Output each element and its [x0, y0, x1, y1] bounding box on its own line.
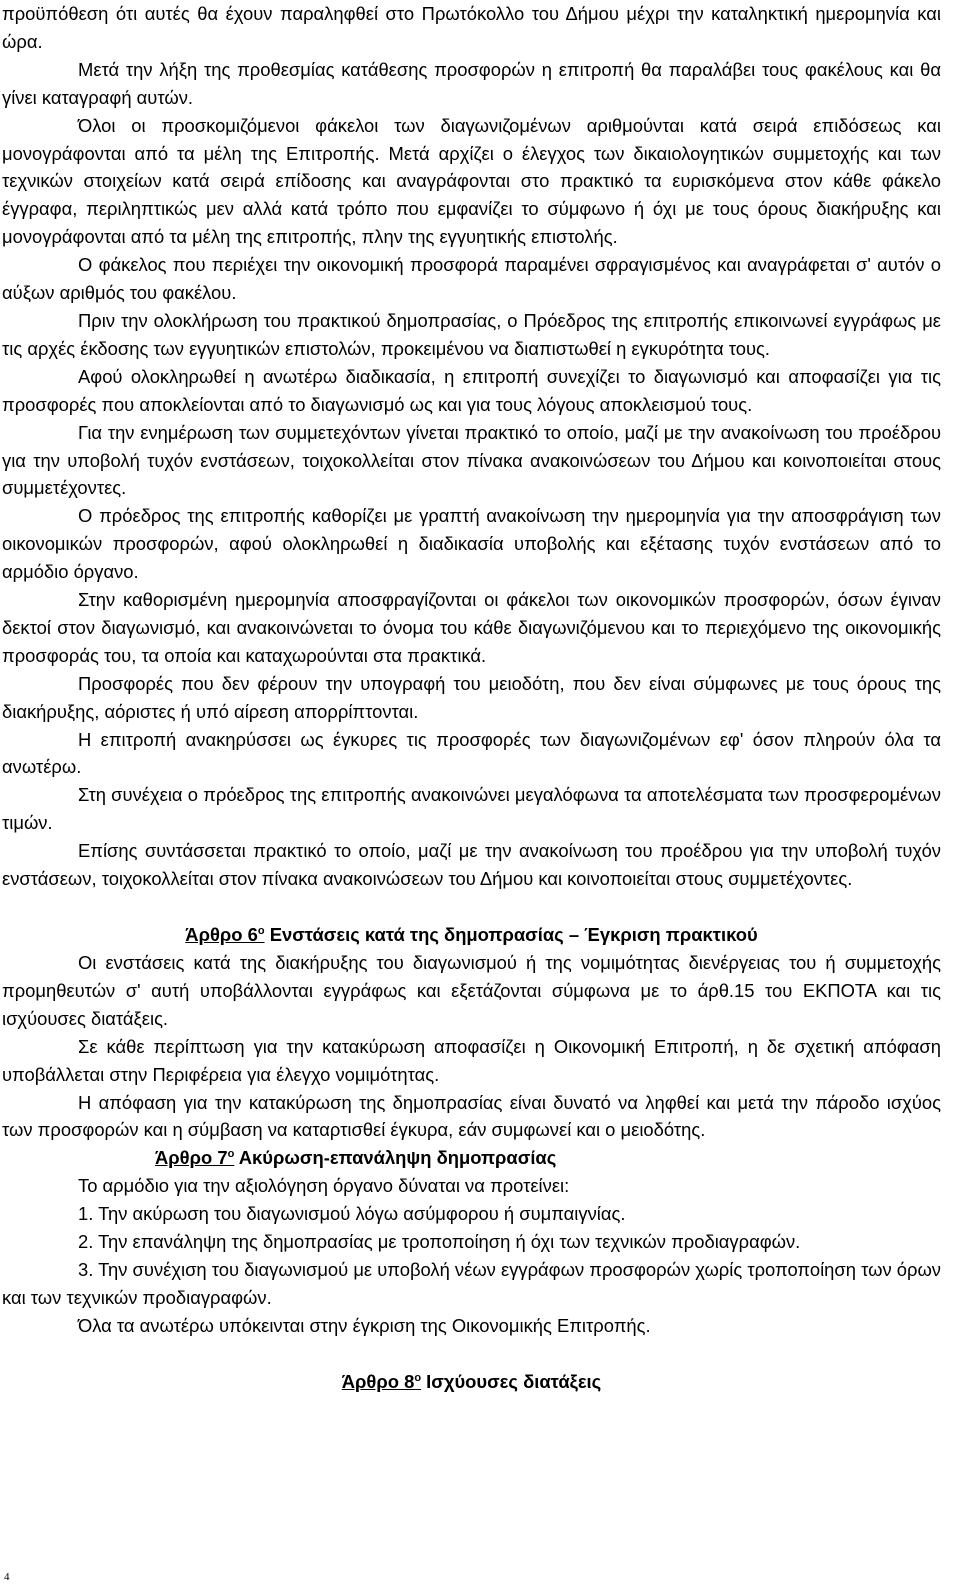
- article-7-title: Ακύρωση-επανάληψη δημοπρασίας: [234, 1147, 557, 1169]
- spacer: [2, 1340, 941, 1368]
- paragraph: Ο πρόεδρος της επιτροπής καθορίζει με γραπτή ανακοίνωση την ημερομηνία για την αποσφράγιση των οικονομικών προσφορών, αφού ολοκληρωθεί η διαδικασία υποβολής και εξέτασης τυχόν ενστάσεων από το αρμόδιο όργανο.: [2, 505, 941, 583]
- paragraph: Η απόφαση για την κατακύρωση της δημοπρασίας είναι δυνατό να ληφθεί και μετά την πάροδο ισχύος των προσφορών και η σύμβαση να καταρτισθεί έγκυρα, εάν συμφωνεί και ο μειοδότης.: [2, 1091, 941, 1141]
- article-6-label: [185, 924, 264, 945]
- paragraph: Προσφορές που δεν φέρουν την υπογραφή του μειοδότη, που δεν είναι σύμφωνες με τους όρους της διακήρυξης, αόριστες ή υπό αίρεση απορρίπτονται.: [2, 672, 941, 722]
- page-number: 4: [4, 1571, 10, 1583]
- paragraph: προϋπόθεση ότι αυτές θα έχουν παραληφθεί στο Πρωτόκολλο του Δήμου μέχρι την καταληκτική ημερομηνία και ώρα.: [2, 3, 941, 52]
- article-8-heading: [2, 1368, 941, 1396]
- article-7-number: Άρθρο 7: [155, 1147, 228, 1169]
- article-6-ordinal: ο: [257, 925, 265, 937]
- article-7-heading: [2, 1144, 941, 1172]
- article-8-number: Άρθρο 8: [341, 1370, 415, 1392]
- article-8-label: [342, 1371, 421, 1392]
- paragraph: Αφού ολοκληρωθεί η ανωτέρω διαδικασία, η επιτροπή συνεχίζει το διαγωνισμό και αποφασίζει για τις προσφορές που αποκλείονται από το διαγωνισμό ως και για τους λόγους αποκλεισμού τους.: [2, 365, 941, 415]
- paragraph: Στη συνέχεια ο πρόεδρος της επιτροπής ανακοινώνει μεγαλόφωνα τα αποτελέσματα των προσφερομένων τιμών.: [2, 784, 941, 834]
- paragraph: Επίσης συντάσσεται πρακτικό το οποίο, μαζί με την ανακοίνωση του προέδρου για την υποβολή τυχόν ενστάσεων, τοιχοκολλείται στον πίνακα ανακοινώσεων του Δήμου και κοινοποιείται στους συμμετέχοντες.: [2, 840, 941, 890]
- document-page: [2, 0, 941, 1396]
- article-7-ordinal: ο: [227, 1148, 235, 1161]
- paragraph: Σε κάθε περίπτωση για την κατακύρωση αποφασίζει η Οικονομική Επιτροπή, η δε σχετική απόφαση υποβάλλεται στην Περιφέρεια για έλεγχο νομιμότητας.: [2, 1035, 941, 1085]
- paragraph: Η επιτροπή ανακηρύσσει ως έγκυρες τις προσφορές των διαγωνιζομένων εφ' όσον πληρούν όλα τα ανωτέρω.: [2, 728, 941, 778]
- article-8-title: Ισχύουσες διατάξεις: [421, 1370, 602, 1392]
- article-8-ordinal: ο: [414, 1371, 422, 1384]
- article-7-label: [155, 1147, 234, 1168]
- paragraph: Όλα τα ανωτέρω υπόκεινται στην έγκριση της Οικονομικής Επιτροπής.: [78, 1314, 651, 1336]
- list-item: 1. Την ακύρωση του διαγωνισμού λόγω ασύμφορου ή συμπαιγνίας.: [78, 1203, 626, 1225]
- list-item: 2. Την επανάληψη της δημοπρασίας με τροποποίηση ή όχι των τεχνικών προδιαγραφών.: [78, 1231, 801, 1253]
- paragraph: Για την ενημέρωση των συμμετεχόντων γίνεται πρακτικό το οποίο, μαζί με την ανακοίνωση του προέδρου για την υποβολή τυχόν ενστάσεων, τοιχοκολλείται στον πίνακα ανακοινώσεων του Δήμου και κοινοποιείται στους συμμετέχοντες.: [2, 421, 941, 499]
- paragraph: Στην καθορισμένη ημερομηνία αποσφραγίζονται οι φάκελοι των οικονομικών προσφορών, όσων έγιναν δεκτοί στον διαγωνισμό, και ανακοινώνεται το όνομα του κάθε διαγωνιζόμενου και το περιεχόμενο της οικονομικής προσφοράς του, τα οποία και καταχωρούνται στα πρακτικά.: [2, 589, 941, 666]
- article-6-heading: [2, 921, 941, 949]
- spacer: [2, 893, 941, 921]
- list-item: 3. Την συνέχιση του διαγωνισμού με υποβολή νέων εγγράφων προσφορών χωρίς τροποποίηση των όρων και των τεχνικών προδιαγραφών.: [2, 1259, 941, 1308]
- paragraph: Το αρμόδιο για την αξιολόγηση όργανο δύναται να προτείνει:: [78, 1175, 570, 1197]
- article-6-title: Ενστάσεις κατά της δημοπρασίας – Έγκριση πρακτικού: [264, 924, 758, 945]
- article-6-number: Άρθρο 6: [185, 924, 258, 945]
- paragraph: Μετά την λήξη της προθεσμίας κατάθεσης προσφορών η επιτροπή θα παραλάβει τους φακέλους και θα γίνει καταγραφή αυτών.: [2, 58, 941, 108]
- paragraph: Ο φάκελος που περιέχει την οικονομική προσφορά παραμένει σφραγισμένος και αναγράφεται σ' αυτόν ο αύξων αριθμός του φακέλου.: [2, 254, 941, 304]
- paragraph: Όλοι οι προσκομιζόμενοι φάκελοι των διαγωνιζομένων αριθμούνται κατά σειρά επιδόσεως και μονογράφονται από τα μέλη της Επιτροπής. Μετά αρχίζει ο έλεγχος των δικαιολογητικών συμμετοχής και των τεχνικών στοιχείων κατά σειρά επίδοσης και αναγράφονται στο πρακτικό τα ευρισκόμενα στον κάθε φάκελο έγγραφα, περιληπτικώς μεν αλλά κατά τρόπο που εμφανίζει το σύμφωνο ή όχι με τους όρους διακήρυξης και μονογράφονται από τα μέλη της επιτροπής, πλην της εγγυητικής επιστολής.: [2, 114, 941, 248]
- paragraph: Πριν την ολοκλήρωση του πρακτικού δημοπρασίας, ο Πρόεδρος της επιτροπής επικοινωνεί εγγράφως με τις αρχές έκδοσης των εγγυητικών επιστολών, προκειμένου να διαπιστωθεί η εγκυρότητα τους.: [2, 309, 941, 359]
- paragraph: Οι ενστάσεις κατά της διακήρυξης του διαγωνισμού ή της νομιμότητας διενέργειας του ή συμμετοχής προμηθευτών σ' αυτή υποβάλλονται εγγράφως και εξετάζονται σύμφωνα με το άρθ.15 του ΕΚΠΟΤΑ και τις ισχύουσες διατάξεις.: [2, 952, 941, 1029]
